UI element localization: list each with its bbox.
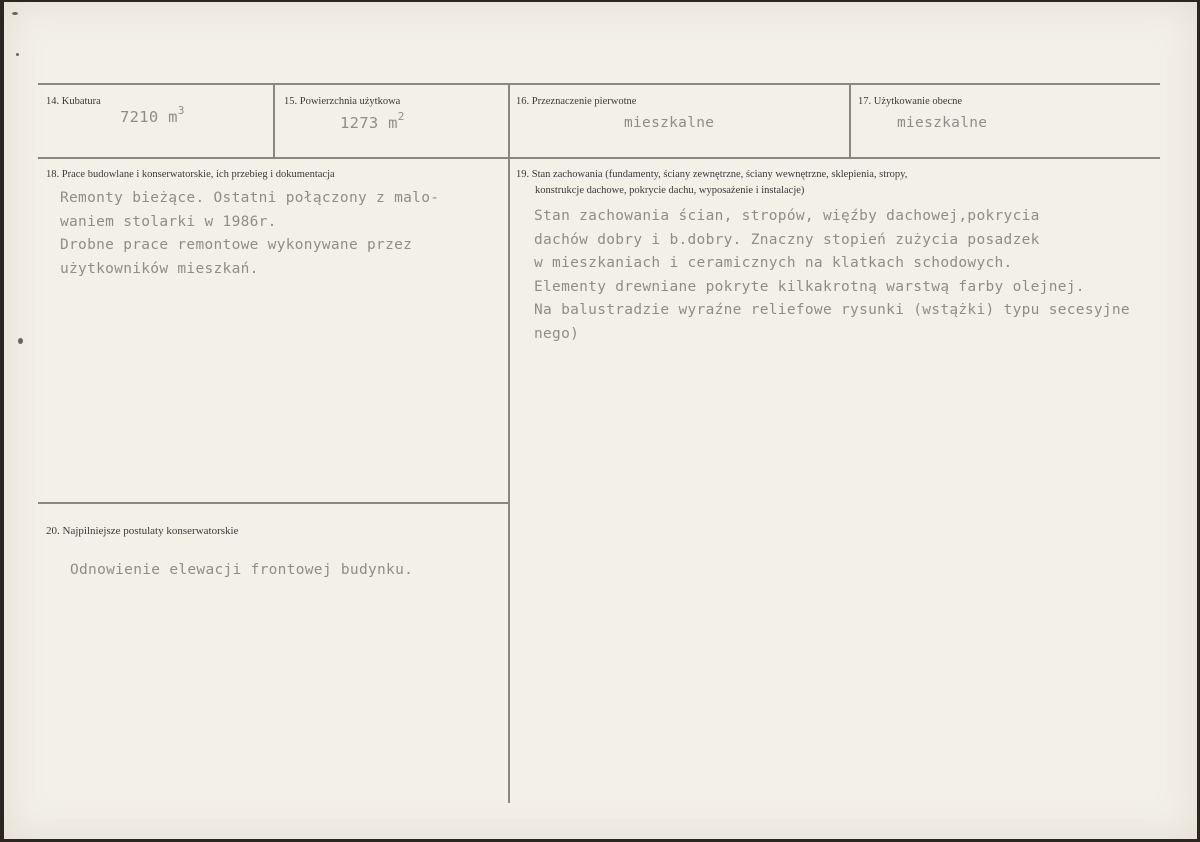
scan-speck xyxy=(18,338,23,344)
divider-15-16 xyxy=(508,83,510,803)
uzytkowanie-value: mieszkalne xyxy=(897,115,988,131)
prace-line: użytkowników mieszkań. xyxy=(60,260,259,277)
stan-text xyxy=(534,205,1130,346)
stan-label-line1: 19. Stan zachowania (fundamenty, ściany zewnętrzne, ściany wewnętrzne, sklepienia, stropy, xyxy=(516,169,908,180)
kubatura-label: 14. Kubatura xyxy=(46,96,101,107)
stan-line: Elementy drewniane pokryte kilkakrotną warstwą farby olejnej. xyxy=(534,278,1085,295)
postulaty-value: Odnowienie elewacji frontowej budynku. xyxy=(70,562,414,578)
powierzchnia-unit-exponent: 2 xyxy=(397,110,405,123)
postulaty-label: 20. Najpilniejsze postulaty konserwatorskie xyxy=(46,525,239,537)
divider-14-15 xyxy=(273,83,275,159)
record-card xyxy=(4,2,1197,839)
stan-line: dachów dobry i b.dobry. Znaczny stopień zużycia posadzek xyxy=(534,231,1040,248)
przeznaczenie-label: 16. Przeznaczenie pierwotne xyxy=(516,96,637,107)
powierzchnia-label: 15. Powierzchnia użytkowa xyxy=(284,96,401,107)
rule-section18-bottom xyxy=(38,502,510,504)
scan-speck xyxy=(16,53,19,56)
przeznaczenie-value: mieszkalne xyxy=(624,115,715,131)
prace-line: waniem stolarki w 1986r. xyxy=(60,213,277,230)
stan-line: nego) xyxy=(534,325,580,342)
kubatura-number: 7210 m xyxy=(120,108,178,127)
prace-line: Drobne prace remontowe wykonywane przez xyxy=(60,237,413,253)
divider-16-17 xyxy=(849,83,851,159)
powierzchnia-value xyxy=(340,112,405,132)
scan-speck xyxy=(12,12,18,15)
powierzchnia-number: 1273 m xyxy=(340,114,398,133)
stan-label-line2: konstrukcje dachowe, pokrycie dachu, wyposażenie i instalacje) xyxy=(535,185,805,196)
rule-top xyxy=(38,83,1160,85)
kubatura-unit-exponent: 3 xyxy=(177,104,185,117)
uzytkowanie-label: 17. Użytkowanie obecne xyxy=(858,96,963,107)
prace-text xyxy=(60,187,439,281)
kubatura-value xyxy=(120,106,185,126)
prace-line: Remonty bieżące. Ostatni połączony z malo- xyxy=(60,190,440,206)
stan-line: Na balustradzie wyraźne reliefowe rysunki (wstążki) typu secesyjne xyxy=(534,302,1130,318)
rule-row1-bottom xyxy=(38,157,1160,159)
stan-line: Stan zachowania ścian, stropów, więźby dachowej,pokrycia xyxy=(534,208,1040,224)
prace-label: 18. Prace budowlane i konserwatorskie, ich przebieg i dokumentacja xyxy=(46,169,335,180)
stan-line: w mieszkaniach i ceramicznych na klatkach schodowych. xyxy=(534,255,1013,271)
